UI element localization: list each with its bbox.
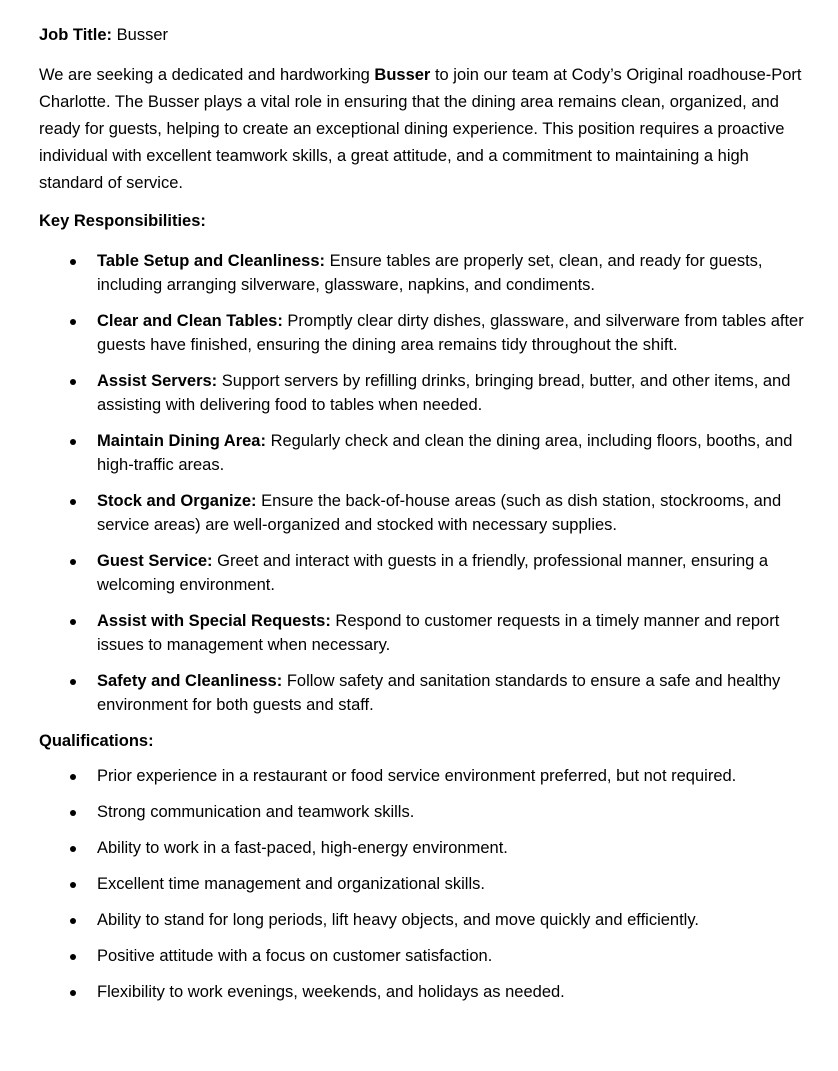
responsibility-title: Clear and Clean Tables: [97, 312, 283, 330]
responsibility-title: Stock and Organize: [97, 492, 257, 510]
list-item: Positive attitude with a focus on customer satisfaction. [39, 945, 808, 969]
list-item: Excellent time management and organizational skills. [39, 873, 808, 897]
responsibility-title: Table Setup and Cleanliness: [97, 252, 325, 270]
responsibility-text: Ensure tables are properly set, clean, and ready for guests, including arranging silverware, glassware, napkins, and condiments. [97, 252, 763, 294]
list-item: Ability to stand for long periods, lift heavy objects, and move quickly and efficiently. [39, 909, 808, 933]
job-title-value: Busser [116, 26, 168, 44]
list-item [39, 430, 808, 477]
job-title-line [39, 24, 808, 46]
list-item [39, 670, 808, 717]
intro-text-start: We are seeking a dedicated and hardworking [39, 66, 375, 84]
responsibility-title: Assist Servers: [97, 372, 218, 390]
responsibility-title: Guest Service: [97, 552, 213, 570]
list-item [39, 370, 808, 417]
responsibilities-list [39, 250, 808, 717]
list-item: Ability to work in a fast-paced, high-energy environment. [39, 837, 808, 861]
list-item [39, 550, 808, 597]
responsibility-text: Greet and interact with guests in a friendly, professional manner, ensuring a welcoming environment. [97, 552, 769, 594]
job-title-label: Job Title: [39, 26, 113, 44]
list-item: Prior experience in a restaurant or food service environment preferred, but not required. [39, 765, 808, 789]
list-item [39, 250, 808, 297]
list-item: Strong communication and teamwork skills. [39, 801, 808, 825]
intro-paragraph [39, 62, 808, 197]
responsibility-text: Promptly clear dirty dishes, glassware, and silverware from tables after guests have finished, ensuring the dining area remains tidy throughout the shift. [97, 312, 804, 354]
responsibility-title: Safety and Cleanliness: [97, 672, 283, 690]
list-item [39, 490, 808, 537]
responsibility-text: Regularly check and clean the dining area, including floors, booths, and high-traffic areas. [97, 432, 793, 474]
intro-bold-role: Busser [374, 66, 431, 84]
responsibility-title: Assist with Special Requests: [97, 612, 331, 630]
qualifications-heading: Qualifications: [39, 732, 154, 750]
responsibility-text: Follow safety and sanitation standards to ensure a safe and healthy environment for both guests and staff. [97, 672, 781, 714]
responsibility-text: Respond to customer requests in a timely manner and report issues to management when necessary. [97, 612, 780, 654]
responsibility-text: Ensure the back-of-house areas (such as dish station, stockrooms, and service areas) are well-organized and stocked with necessary supplies. [97, 492, 782, 534]
list-item [39, 610, 808, 657]
responsibilities-heading: Key Responsibilities: [39, 212, 206, 230]
responsibility-title: Maintain Dining Area: [97, 432, 266, 450]
intro-text-rest: to join our team at Cody’s Original roadhouse-Port Charlotte. The Busser plays a vital role in ensuring that the dining area remains clean, organized, and ready for guests, helping to create an exceptional dining experience. This position requires a proactive individual with excellent teamwork skills, a great attitude, and a commitment to maintaining a high standard of service. [39, 66, 802, 192]
list-item [39, 310, 808, 357]
responsibility-text: Support servers by refilling drinks, bringing bread, butter, and other items, and assisting with delivering food to tables when needed. [97, 372, 791, 414]
qualifications-list [39, 765, 808, 1005]
list-item: Flexibility to work evenings, weekends, and holidays as needed. [39, 981, 808, 1005]
